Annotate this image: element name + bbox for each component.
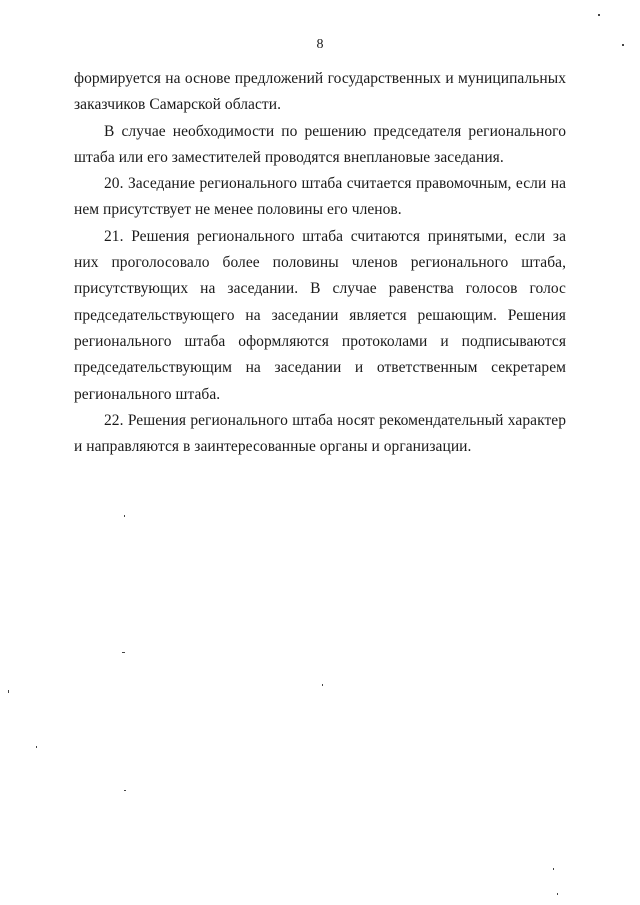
paragraph-continuation: формируется на основе предложений государственных и муниципальных заказчиков Самарской области.: [74, 70, 566, 114]
scan-speck: [124, 515, 125, 517]
document-body: [74, 66, 566, 460]
scan-speck: [557, 893, 558, 895]
paragraph-extraordinary-meetings: В случае необходимости по решению председателя регионального штаба или его заместителей проводятся внеплановые заседания.: [74, 122, 566, 166]
paragraph-22-recommendations: 22. Решения регионального штаба носят рекомендательный характер и направляются в заинтересованные органы и организации.: [74, 411, 566, 456]
scan-speck: [598, 14, 600, 16]
scan-speck: [122, 652, 125, 653]
scan-speck: [322, 684, 323, 686]
paragraph-21-decisions: 21. Решения регионального штаба считаются принятыми, если за них проголосовало более половины членов регионального штаба, присутствующих на заседании. В случае равенства голосов голос председательствующего на заседании является решающим. Решения регионального штаба оформляются протоколами и подписываются председательствующим на заседании и ответственным секретарем регионального штаба.: [74, 227, 566, 403]
page-number: 8: [316, 37, 324, 52]
scan-speck: [8, 690, 9, 693]
paragraph-20-quorum: 20. Заседание регионального штаба считается правомочным, если на нем присутствует не менее половины его членов.: [74, 175, 566, 219]
scan-speck: [124, 790, 126, 791]
scan-speck: [36, 746, 37, 748]
scan-speck: [553, 868, 554, 870]
scan-speck: [622, 44, 624, 46]
